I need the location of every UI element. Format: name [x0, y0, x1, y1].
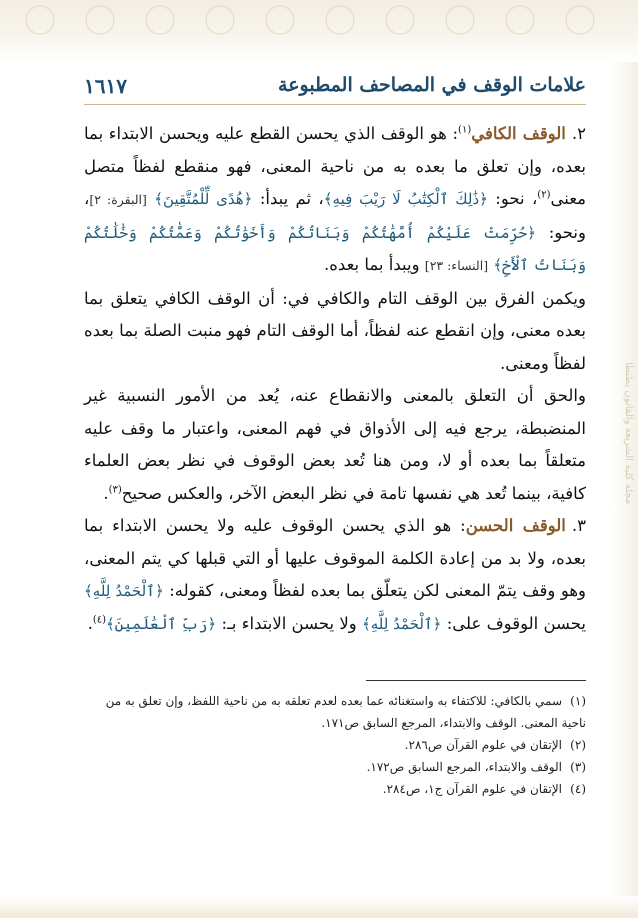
footnote-item [84, 690, 586, 734]
header-divider [84, 104, 586, 105]
footnote-item [84, 734, 586, 756]
side-strip-title: مجلة كلية الشريعة والقانون بطنطا [623, 362, 634, 505]
paragraph-text: : هو الذي يحسن الوقوف عليه ولا يحسن الابتداء بما بعده، ولا بد من إعادة الكلمة الموقوف عليها أو التي قبلها كي يتم المعنى، وهو وقف يتمّ المعنى لكن يتعلّق بما بعده لفظاً ومعنى، كقوله: [84, 516, 587, 600]
footnote-text: الوقف والابتداء، المرجع السابق ص١٧٢. [366, 760, 562, 774]
paragraph-text: ، ثم يبدأ: [252, 189, 324, 208]
verse-reference: [النساء: ٢٣] [424, 258, 489, 273]
item-number: ٣. [571, 516, 587, 535]
paragraph-hasan [84, 510, 586, 640]
item-number: ٢. [571, 124, 586, 143]
quran-verse: ﴿حُرِّمَتْ عَلَيْكُمْ أُمَّهَٰتُكُمْ وَبَنَاتُكُمْ وَأَخَوَٰتُكُمْ وَعَمَّٰتُكُمْ وَخَٰلَٰتُكُمْ وَبَنَاتُ ٱلْأَخِ﴾ [84, 223, 586, 274]
paragraph-text: ، ونحو: [84, 189, 586, 242]
footnote-item [84, 756, 586, 778]
footnote-number: (٤) [570, 782, 586, 796]
paragraph-end: . [87, 613, 93, 633]
paragraph-text: ولا يحسن الابتداء بـ: [216, 613, 362, 633]
paragraph-text: : هو الوقف الذي يحسن القطع عليه ويحسن الابتداء بما بعده، وإن تعلق ما بعده به من ناحية المعنى، فهو منقطع لفظاً متصل معنى [84, 124, 586, 208]
footnote-marker[interactable]: (٢) [537, 189, 551, 201]
term-heading: الوقف الكافي [471, 124, 566, 143]
paragraph-relative [84, 380, 586, 510]
running-title: علامات الوقف في المصاحف المطبوعة [278, 74, 586, 96]
footnote-number: (٣) [570, 760, 586, 774]
paragraph-text: ويبدأ بما بعده. [324, 255, 425, 274]
paragraph-end: . [103, 483, 109, 503]
quran-verse: ﴿رَبِّ ٱلْعَٰلَمِينَ﴾ [106, 614, 217, 633]
paragraph-text: ، نحو: [487, 189, 538, 208]
footnote-number: (١) [570, 694, 586, 708]
quran-verse: ﴿ٱلْحَمْدُ لِلَّهِ﴾ [84, 582, 164, 600]
footnote-divider [366, 680, 586, 681]
footnote-item [84, 778, 586, 800]
paragraph-text: يحسن الوقوف على: [441, 613, 586, 633]
main-text [84, 118, 586, 640]
paragraph-kafi [84, 118, 586, 283]
paragraph-difference: ويكمن الفرق بين الوقف التام والكافي في: أن الوقف الكافي يتعلق بما بعده معنى، وإن انقطع عنه لفظاً، أما الوقف التام فهو منبت الصلة بما بعده لفظاً ومعنى. [84, 288, 586, 373]
footnote-number: (٢) [570, 738, 586, 752]
verse-reference: [البقرة: ٢] [89, 192, 147, 207]
quran-verse: ﴿ذَٰلِكَ ٱلْكِتَٰبُ لَا رَيْبَ فِيهِ﴾ [323, 190, 488, 208]
top-ornament-band [0, 0, 638, 62]
term-heading: الوقف الحسن [465, 516, 566, 535]
footnote-marker[interactable]: (٤) [92, 614, 107, 625]
footnotes [84, 690, 586, 800]
bottom-ornament-band [0, 896, 638, 918]
footnote-text: الإتقان في علوم القرآن ص٢٨٦. [404, 738, 562, 752]
quran-verse: ﴿ٱلْحَمْدُ لِلَّهِ﴾ [361, 614, 442, 633]
footnote-text: الإتقان في علوم القرآن ج١، ص٢٨٤. [382, 782, 562, 796]
footnote-marker[interactable]: (١) [458, 124, 472, 136]
page-number: ١٦١٧ [84, 74, 127, 98]
quran-verse: ﴿هُدًى لِّلْمُتَّقِينَ﴾ [154, 190, 253, 208]
side-decorative-strip [612, 62, 638, 896]
paragraph-text: والحق أن التعلق بالمعنى والانقطاع عنه، يُعد من الأمور النسبية غير المنضبطة، يرجع فيه إلى الأذواق في فهم المعنى، واعتبار ما وقف عليه متعلقاً بما بعده أو لا، ومن هنا تُعد بعض الوقوف في نظر بعض العلماء كافية، بينما تُعد هي نفسها تامة في نظر البعض الآخر، والعكس صحيح [84, 386, 586, 503]
footnote-text: سمي بالكافي: للاكتفاء به واستغنائه عما بعده لعدم تعلقه به من ناحية اللفظ، وإن تعلق به من ناحية المعنى. الوقف والابتداء، المرجع السابق ص١٧١. [105, 694, 586, 730]
footnote-marker[interactable]: (٣) [108, 484, 122, 495]
ornament-pattern-icon [0, 0, 638, 62]
page-header [84, 72, 586, 102]
